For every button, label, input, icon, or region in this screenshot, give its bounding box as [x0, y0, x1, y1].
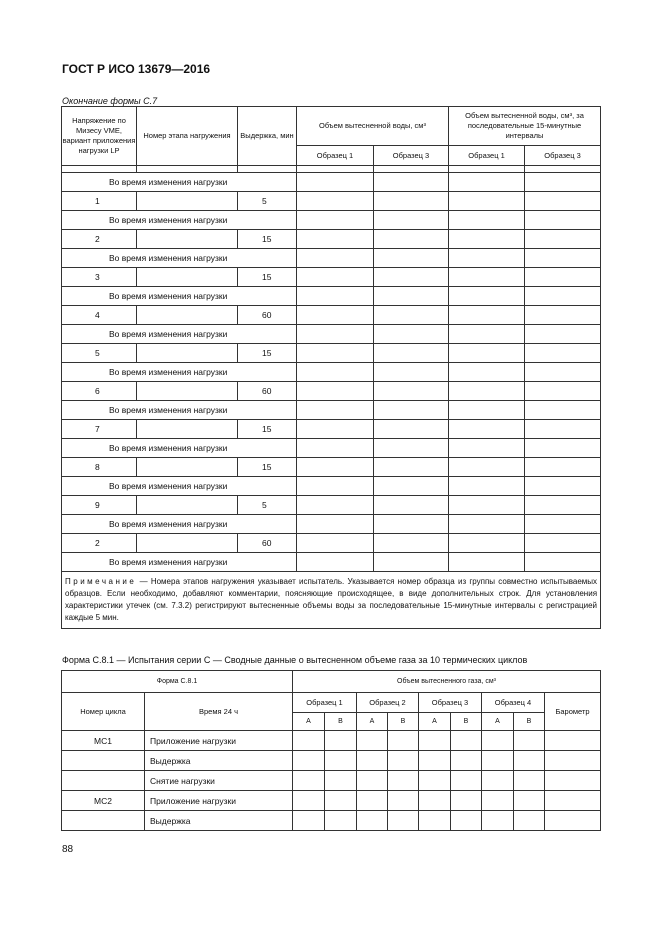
sub-header-sample: Образец 1: [297, 146, 374, 166]
value-cell[interactable]: [449, 496, 525, 515]
time-header: Время 24 ч: [145, 693, 293, 731]
value-cell[interactable]: [449, 401, 525, 420]
stage-number: 5: [62, 344, 137, 363]
value-cell[interactable]: [357, 751, 388, 771]
sub-header-sample: Образец 3: [525, 146, 601, 166]
value-cell[interactable]: [449, 382, 525, 401]
value-cell[interactable]: [293, 751, 325, 771]
load-change-label: Во время изменения нагрузки: [62, 211, 297, 230]
value-cell[interactable]: [297, 496, 374, 515]
value-cell[interactable]: [525, 363, 601, 382]
value-cell[interactable]: [374, 439, 449, 458]
value-cell[interactable]: [419, 791, 451, 811]
value-cell[interactable]: [514, 771, 545, 791]
hold-minutes: 15: [238, 344, 297, 363]
col-header-stress: Напряжение по Мизесу VME, вариант приложения нагрузки LP: [62, 107, 137, 166]
value-cell[interactable]: [525, 515, 601, 534]
value-cell[interactable]: [545, 731, 601, 751]
value-cell[interactable]: [137, 344, 238, 363]
document-title: ГОСТ Р ИСО 13679—2016: [62, 62, 211, 76]
value-cell[interactable]: [525, 496, 601, 515]
value-cell[interactable]: [374, 325, 449, 344]
value-cell[interactable]: [293, 731, 325, 751]
value-cell[interactable]: [297, 287, 374, 306]
sub-header-sample: Образец 3: [374, 146, 449, 166]
load-change-label: Во время изменения нагрузки: [62, 287, 297, 306]
value-cell[interactable]: [374, 192, 449, 211]
stage-row: [62, 306, 601, 325]
stage-row: [62, 382, 601, 401]
cycle-step-label: Приложение нагрузки: [145, 731, 293, 751]
value-cell[interactable]: [374, 382, 449, 401]
value-cell[interactable]: [419, 771, 451, 791]
stage-row: [62, 534, 601, 553]
value-cell[interactable]: [137, 420, 238, 439]
value-cell[interactable]: [297, 458, 374, 477]
value-cell[interactable]: [419, 811, 451, 831]
form-label-cell: Форма С.8.1: [62, 671, 293, 693]
stage-number: 2: [62, 230, 137, 249]
value-cell[interactable]: [525, 230, 601, 249]
load-change-row: [62, 477, 601, 496]
cycle-number: [62, 771, 145, 791]
value-cell[interactable]: [297, 211, 374, 230]
load-change-label: Во время изменения нагрузки: [62, 249, 297, 268]
stage-number: 1: [62, 192, 137, 211]
value-cell[interactable]: [514, 811, 545, 831]
value-cell[interactable]: [449, 420, 525, 439]
load-change-row: [62, 211, 601, 230]
value-cell[interactable]: [514, 791, 545, 811]
value-cell[interactable]: [482, 771, 514, 791]
value-cell[interactable]: [525, 534, 601, 553]
value-cell[interactable]: [137, 268, 238, 287]
value-cell[interactable]: [374, 477, 449, 496]
value-cell[interactable]: [374, 553, 449, 572]
hold-minutes: 15: [238, 230, 297, 249]
value-cell[interactable]: [388, 791, 419, 811]
stage-number: 8: [62, 458, 137, 477]
value-cell[interactable]: [297, 515, 374, 534]
cycle-number: [62, 811, 145, 831]
value-cell[interactable]: [449, 230, 525, 249]
cycle-step-label: Снятие нагрузки: [145, 771, 293, 791]
value-cell[interactable]: [449, 477, 525, 496]
value-cell[interactable]: [137, 382, 238, 401]
value-cell[interactable]: [525, 173, 601, 192]
ab-header: В: [388, 713, 419, 731]
barometer-header: Барометр: [545, 693, 601, 731]
value-cell[interactable]: [297, 192, 374, 211]
stage-row: [62, 458, 601, 477]
value-cell[interactable]: [374, 173, 449, 192]
value-cell[interactable]: [449, 211, 525, 230]
hold-minutes: 60: [238, 306, 297, 325]
value-cell[interactable]: [525, 287, 601, 306]
stage-row: [62, 268, 601, 287]
load-change-label: Во время изменения нагрузки: [62, 553, 297, 572]
value-cell[interactable]: [545, 811, 601, 831]
cycle-step-label: Приложение нагрузки: [145, 791, 293, 811]
value-cell[interactable]: [297, 173, 374, 192]
value-cell[interactable]: [451, 771, 482, 791]
value-cell[interactable]: [514, 751, 545, 771]
value-cell[interactable]: [525, 306, 601, 325]
value-cell[interactable]: [449, 363, 525, 382]
ab-header: А: [357, 713, 388, 731]
value-cell[interactable]: [525, 211, 601, 230]
value-cell[interactable]: [293, 771, 325, 791]
value-cell[interactable]: [374, 344, 449, 363]
cycle-number: МС2: [62, 791, 145, 811]
value-cell[interactable]: [325, 771, 357, 791]
value-cell[interactable]: [325, 731, 357, 751]
sample-header: Образец 2: [357, 693, 419, 713]
value-cell[interactable]: [297, 249, 374, 268]
value-cell[interactable]: [374, 401, 449, 420]
value-cell[interactable]: [357, 791, 388, 811]
value-cell[interactable]: [525, 458, 601, 477]
value-cell[interactable]: [449, 325, 525, 344]
header-spacer-row: [62, 166, 601, 173]
value-cell[interactable]: [297, 553, 374, 572]
value-cell[interactable]: [374, 515, 449, 534]
value-cell[interactable]: [137, 230, 238, 249]
load-change-row: [62, 249, 601, 268]
hold-minutes: 5: [238, 496, 297, 515]
load-change-label: Во время изменения нагрузки: [62, 173, 297, 192]
table-note: [62, 572, 601, 629]
value-cell[interactable]: [374, 458, 449, 477]
load-change-label: Во время изменения нагрузки: [62, 363, 297, 382]
value-cell[interactable]: [525, 192, 601, 211]
value-cell[interactable]: [449, 534, 525, 553]
value-cell[interactable]: [137, 192, 238, 211]
value-cell[interactable]: [388, 751, 419, 771]
value-cell[interactable]: [388, 811, 419, 831]
value-cell[interactable]: [482, 811, 514, 831]
value-cell[interactable]: [525, 325, 601, 344]
stage-row: [62, 496, 601, 515]
cycle-row: [62, 751, 601, 771]
value-cell[interactable]: [297, 439, 374, 458]
value-cell[interactable]: [137, 496, 238, 515]
value-cell[interactable]: [525, 477, 601, 496]
cycle-step-label: Выдержка: [145, 811, 293, 831]
value-cell[interactable]: [297, 325, 374, 344]
load-change-label: Во время изменения нагрузки: [62, 515, 297, 534]
value-cell[interactable]: [357, 771, 388, 791]
stage-number: 4: [62, 306, 137, 325]
value-cell[interactable]: [374, 363, 449, 382]
value-cell[interactable]: [449, 553, 525, 572]
stage-number: 9: [62, 496, 137, 515]
value-cell[interactable]: [325, 751, 357, 771]
load-change-row: [62, 287, 601, 306]
hold-minutes: 60: [238, 382, 297, 401]
ab-header: А: [419, 713, 451, 731]
value-cell[interactable]: [525, 401, 601, 420]
stage-row: [62, 344, 601, 363]
load-change-row: [62, 173, 601, 192]
value-cell[interactable]: [482, 791, 514, 811]
sub-header-sample: Образец 1: [449, 146, 525, 166]
value-cell[interactable]: [374, 268, 449, 287]
stage-number: 2: [62, 534, 137, 553]
load-change-label: Во время изменения нагрузки: [62, 477, 297, 496]
value-cell[interactable]: [482, 751, 514, 771]
value-cell[interactable]: [388, 731, 419, 751]
value-cell[interactable]: [525, 382, 601, 401]
sample-header: Образец 4: [482, 693, 545, 713]
value-cell[interactable]: [449, 344, 525, 363]
load-change-label: Во время изменения нагрузки: [62, 401, 297, 420]
value-cell[interactable]: [297, 230, 374, 249]
vol-gas-header: Объем вытесненного газа, см³: [293, 671, 601, 693]
value-cell[interactable]: [419, 731, 451, 751]
form-c81-table: [61, 670, 601, 831]
stage-number: 6: [62, 382, 137, 401]
load-change-row: [62, 439, 601, 458]
stage-row: [62, 192, 601, 211]
value-cell[interactable]: [482, 731, 514, 751]
value-cell[interactable]: [449, 306, 525, 325]
value-cell[interactable]: [325, 791, 357, 811]
value-cell[interactable]: [297, 382, 374, 401]
value-cell[interactable]: [388, 771, 419, 791]
value-cell[interactable]: [449, 515, 525, 534]
value-cell[interactable]: [374, 287, 449, 306]
value-cell[interactable]: [449, 173, 525, 192]
hold-minutes: 15: [238, 420, 297, 439]
value-cell[interactable]: [451, 731, 482, 751]
value-cell[interactable]: [451, 751, 482, 771]
stage-number: 3: [62, 268, 137, 287]
value-cell[interactable]: [451, 791, 482, 811]
load-change-row: [62, 363, 601, 382]
hold-minutes: 15: [238, 268, 297, 287]
table-caption: Окончание формы С.7: [62, 96, 158, 106]
hold-minutes: 60: [238, 534, 297, 553]
value-cell[interactable]: [449, 458, 525, 477]
stage-row: [62, 420, 601, 439]
ab-header: А: [482, 713, 514, 731]
value-cell[interactable]: [293, 791, 325, 811]
col-header-vol-water-15: Объем вытесненной воды, см³, за последовательные 15-минутные интервалы: [449, 107, 601, 146]
value-cell[interactable]: [545, 751, 601, 771]
value-cell[interactable]: [525, 249, 601, 268]
cycle-row: [62, 791, 601, 811]
value-cell[interactable]: [357, 811, 388, 831]
col-header-hold: Выдержка, мин: [238, 107, 297, 166]
load-change-row: [62, 515, 601, 534]
value-cell[interactable]: [297, 534, 374, 553]
value-cell[interactable]: [325, 811, 357, 831]
sample-header: Образец 3: [419, 693, 482, 713]
load-change-label: Во время изменения нагрузки: [62, 325, 297, 344]
hold-minutes: 5: [238, 192, 297, 211]
value-cell[interactable]: [297, 401, 374, 420]
value-cell[interactable]: [297, 306, 374, 325]
load-change-row: [62, 401, 601, 420]
load-change-row: [62, 325, 601, 344]
col-header-vol-water: Объем вытесненной воды, см³: [297, 107, 449, 146]
cycle-step-label: Выдержка: [145, 751, 293, 771]
value-cell[interactable]: [449, 192, 525, 211]
value-cell[interactable]: [374, 249, 449, 268]
ab-header: В: [325, 713, 357, 731]
ab-header: А: [293, 713, 325, 731]
cycle-row: [62, 771, 601, 791]
cycle-number: МС1: [62, 731, 145, 751]
sample-header: Образец 1: [293, 693, 357, 713]
note-lead: Примечание: [65, 577, 137, 586]
value-cell[interactable]: [525, 344, 601, 363]
stage-number: 7: [62, 420, 137, 439]
cycle-row: [62, 811, 601, 831]
value-cell[interactable]: [545, 791, 601, 811]
stage-row: [62, 230, 601, 249]
ab-header: В: [514, 713, 545, 731]
ab-header: В: [451, 713, 482, 731]
load-change-label: Во время изменения нагрузки: [62, 439, 297, 458]
value-cell[interactable]: [374, 306, 449, 325]
page-number: 88: [62, 844, 74, 855]
form-c7-table: [61, 106, 601, 629]
value-cell[interactable]: [449, 268, 525, 287]
value-cell[interactable]: [545, 771, 601, 791]
value-cell[interactable]: [137, 458, 238, 477]
value-cell[interactable]: [374, 496, 449, 515]
value-cell[interactable]: [449, 439, 525, 458]
value-cell[interactable]: [374, 420, 449, 439]
value-cell[interactable]: [297, 420, 374, 439]
note-text: — Номера этапов нагружения указывает испытатель. Указывается номер образца из группы совместно испытываемых образцов. Если необходимо, добавляют комментарии, поясняющие происходящее, в виде дополнительных строк. Для установления характеристики утечек (см. 7.3.2) регистрируют вытесненные объемы воды за последовательные 15-минутные интервалы с регистрацией каждые 5 мин.: [65, 577, 598, 622]
form-c81-title: Форма С.8.1 — Испытания серии С — Сводные данные о вытесненном объеме газа за 10 термических циклов: [62, 655, 528, 665]
value-cell[interactable]: [514, 731, 545, 751]
cycle-header: Номер цикла: [62, 693, 145, 731]
value-cell[interactable]: [137, 306, 238, 325]
value-cell[interactable]: [449, 249, 525, 268]
value-cell[interactable]: [525, 420, 601, 439]
value-cell[interactable]: [297, 344, 374, 363]
value-cell[interactable]: [374, 230, 449, 249]
load-change-row: [62, 553, 601, 572]
value-cell[interactable]: [137, 534, 238, 553]
value-cell[interactable]: [449, 287, 525, 306]
hold-minutes: 15: [238, 458, 297, 477]
value-cell[interactable]: [525, 268, 601, 287]
value-cell[interactable]: [374, 534, 449, 553]
value-cell[interactable]: [357, 731, 388, 751]
value-cell[interactable]: [419, 751, 451, 771]
value-cell[interactable]: [297, 268, 374, 287]
cycle-row: [62, 731, 601, 751]
value-cell[interactable]: [293, 811, 325, 831]
value-cell[interactable]: [525, 553, 601, 572]
value-cell[interactable]: [297, 363, 374, 382]
value-cell[interactable]: [525, 439, 601, 458]
value-cell[interactable]: [451, 811, 482, 831]
col-header-stage: Номер этапа нагружения: [137, 107, 238, 166]
cycle-number: [62, 751, 145, 771]
value-cell[interactable]: [297, 477, 374, 496]
value-cell[interactable]: [374, 211, 449, 230]
